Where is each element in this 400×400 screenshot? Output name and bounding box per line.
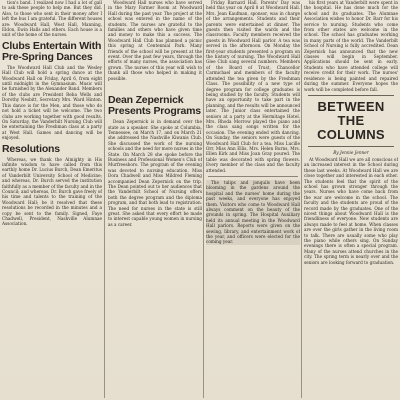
article-text: Woodward Hall nurses who have served in the Mary Farmer Room at Woodward Hall during the past year. The project at the school was entered in the name of the students. The nurses are grateful to the families and others who have given time and money to make this a success. The Woodward Hall Club has planned a picnic this spring at Centennial Park. Many friends of the school will be present at the event. Over the past few years, through the efforts of many nurses, the association has grown. The nurses of this year will wish to thank all those who helped in making it possible. — [108, 0, 202, 81]
column-4 — [304, 0, 398, 400]
column-rule — [104, 4, 105, 398]
article-text: Friday Barnard Hall. Parents' Day was held this year on April 8 at Woodward Hall. Mrs. Jean Kaufman, sponsor, was in charge of the arrangements. Students and their parents were entertained at dinner. The guests then visited the wards and the classrooms. Faculty members received the guests in Woodward Hall parlor. A tea was served in the afternoon. On Monday the first-year students presented a program on the history of nursing. The Woodward Hall Glee Club sang several numbers. Members of the Board of Trust, Chancellor Carmichael and members of the faculty attended the tea given by the Freshman Class. The possibility of a new type of degree program for college graduates is being studied by the faculty. Students will have an opportunity to take part in the planning, and the results will be announced later. The Junior class entertained the seniors at a party at the Hermitage Hotel. Mrs. Rhoda Morrow played the piano and the class sang songs written for the occasion. The evening ended with dancing. On Sunday, the seniors were guests of the Woodward Hall Club for a tea. Miss Lucille Orr, Miss Ann Ellis, Mrs. Helen Burns, Mrs. Ellen Kirk and Miss Joan Gray poured. The table was decorated with spring flowers. Every member of the class and the faculty attended. — [206, 0, 300, 173]
column-heading-box — [308, 95, 394, 147]
article-text: tion's band. I realized now I had a lot of gall to ask these people to help me. But they did. Also, to those who sent in their money after I left the bus I am grateful. The different houses are: Woodward Hall, West Hall, Manning, Eldon, Ewin Halls and others. Each house is a unit of the home of the nurses. — [2, 0, 102, 38]
article-text: At Woodward Hall we are all conscious of an increased interest in the School during these last weeks. At Woodward Hall we are close together and interested in each other. The students feel that the spirit of the school has grown stronger through the years. Nurses who have come back from the war are welcome in the school. The faculty and the students are proud of the record made by the graduates. One of the nicest things about Woodward Hall is the friendliness of everyone. New students are always made to feel at home. When classes are over the girls gather in the living room to talk. There are usually some who play the piano while others sing. On Sunday evenings there is often a special program. Many of the nurses attend churches in the city. The spring term is nearly over and the seniors are looking forward to graduation. — [304, 156, 398, 265]
headline-dean-zepernick: Dean Zepernick Presents Programs — [108, 94, 201, 118]
byline: By Jennie Jenner — [333, 149, 369, 155]
column-2 — [108, 0, 202, 400]
column-1 — [2, 0, 102, 400]
article-text: his first years at Vanderbilt were spent in the hospital. He has done much for the school and its graduates. The Alumnae Association wishes to honor Dr. Barr for his service to nursing. Students who come from other states are welcome in the school. The school has graduates working in many parts of the world. The Vanderbilt School of Nursing is fully accredited. Dean Zepernick has announced that the new classes will begin in September. Applications should be sent in early. Students who have attended college will receive credit for their work. The nurses' residence is being painted and repaired during the summer. Everyone hopes the work will be completed before fall. — [304, 0, 398, 92]
article-text: Whereas, we thank the Almighty in His infinite wisdom to have called from this earthly home Dr. Lucius Burch, Dean Emeritus of Vanderbilt University School of Medicine; and whereas, Dr. Burch served the institution faithfully as a member of the faculty and in the Council; and whereas, Dr. Burch gave freely of his time and talents to the training of the Woodward Hall; be it resolved that these resolutions be recorded in the minutes and a copy be sent to the family. Signed, Faye Chadwell, President, Nashville Alumnae Association. — [2, 156, 102, 227]
headline-resolutions: Resolutions — [2, 142, 60, 155]
headline-clubs-entertain: Clubs Entertain With Pre-Spring Dances — [2, 39, 102, 63]
divider — [208, 176, 298, 177]
article-text-shaded: The tulips and jonquils have been blooming in the gardens around the hospital and the nurses' home during the past weeks, and everyone has enjoyed them. Visitors who come to Woodward Hall always comment on the beauty of the grounds in spring. The Hospital Auxiliary held its annual meeting in the Woodward Hall parlors. Reports were given on the sewing, library, and entertainment work of the year, and officers were elected for the coming year. — [206, 180, 300, 245]
article-text: Dean Zepernick is in demand over the state as a speaker. She spoke at Columbia, Tennessee, on March 17, and on March 21 she addressed the Nashville Kiwanis Club. She discussed the work of the nursing schools and the need for more nurses in the State. On March 28 she spoke before the Business and Professional Women's Club of Murfreesboro. The program of the evening was devoted to nursing education. Miss Dora Chadwell and Miss Mildred Fleming accompanied Dean Zepernick on the trip. The Dean pointed out to her audiences that the Vanderbilt School of Nursing offers both the degree program and the diploma program, and that both lead to registration. The need for nurses in the state is still great. She asked that every effort be made to interest capable young women in nursing as a career. — [108, 119, 202, 227]
column-rule — [301, 4, 302, 398]
column-3 — [206, 0, 300, 400]
column-rule — [203, 4, 204, 398]
article-text: The Woodward Hall Club and the Wesley Hall Club will hold a spring dance at the Woodward Hall on Friday, April 6, from eight until midnight in the Gymnasium. Music will be furnished by the Alexander Band. Members of the clubs are President Reba Wells and Dorothy Nesbitt, Secretary Mrs. Ward Hinton. This dance is for the Men, and those who do not hold a ticket will be welcome. The two clubs are working together with good results. On Saturday, the Vanderbilt Nursing Club will be entertaining the Freshman class at a party at West Hall. Games and dancing will be enjoyed. — [2, 64, 102, 141]
column-title: BETWEEN THE COLUMNS — [317, 98, 385, 142]
